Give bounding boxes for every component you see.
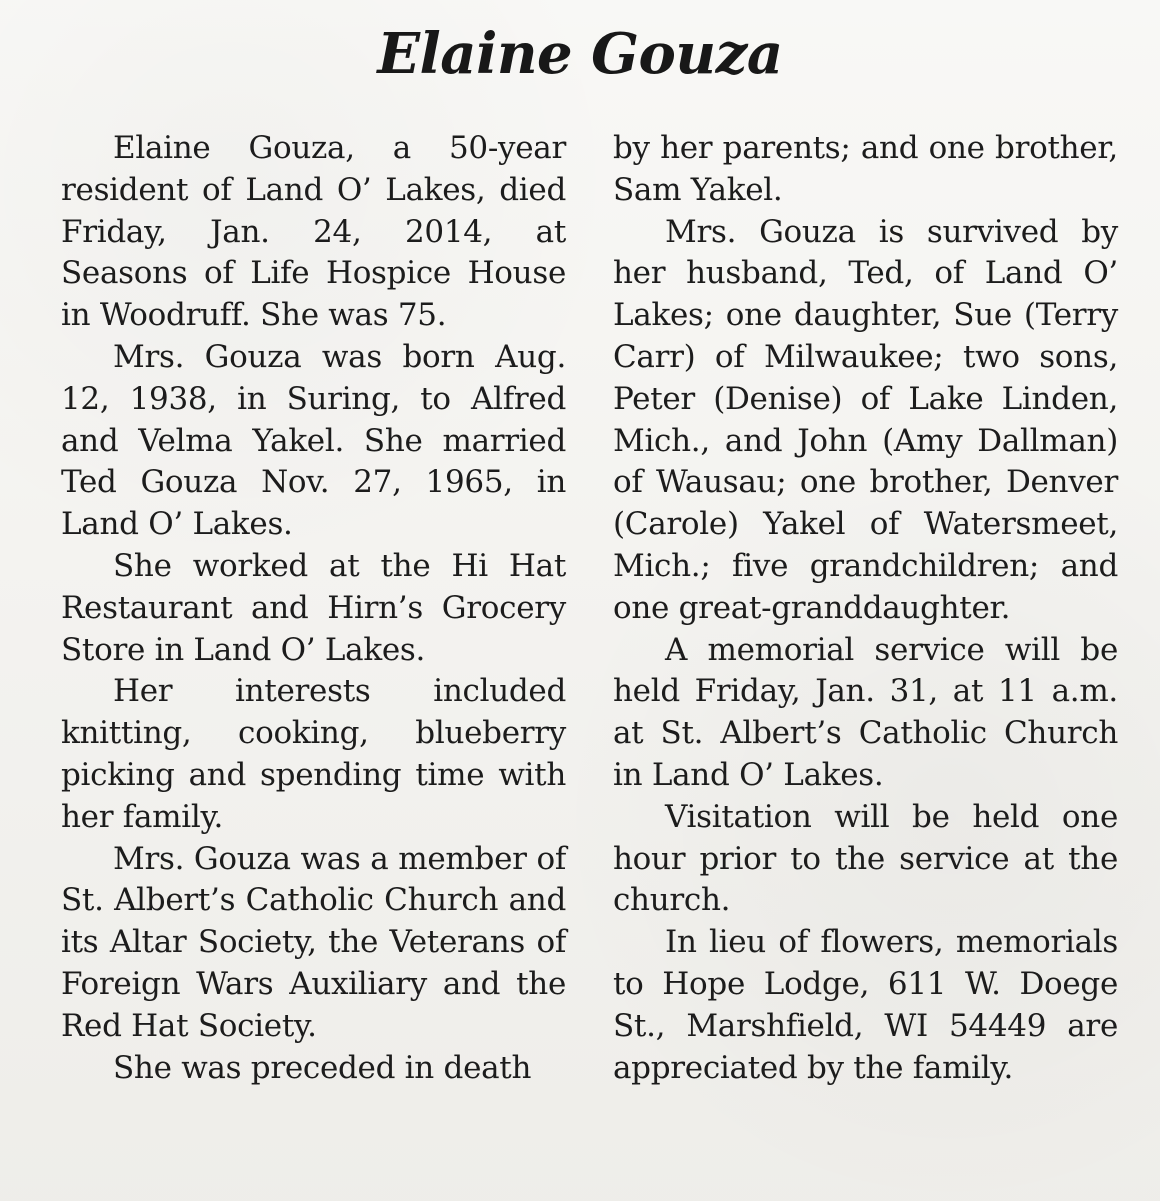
obituary-paragraph-memberships: Mrs. Gouza was a member of St. Albert’s Catholic Church and its Altar Society, the Veterans of Foreign Wars Auxiliary and the Red Hat Society. bbox=[61, 840, 566, 1044]
obituary-paragraph-interests: Her interests included knitting, cooking, blueberry picking and spending time with her family. bbox=[61, 673, 566, 835]
left-column bbox=[61, 128, 566, 1089]
obituary-paragraph-residence: Elaine Gouza, a 50-year resident of Land O’ Lakes, died Friday, Jan. 24, 2014, at Seasons of Life Hospice House in Woodruff. She was 75. bbox=[61, 130, 566, 334]
obituary-paragraph-preceded-continued: by her parents; and one brother, Sam Yakel. bbox=[613, 130, 1118, 208]
obituary-title: Elaine Gouza bbox=[377, 21, 783, 87]
obituary-paragraph-service: A memorial service will be held Friday, Jan. 31, at 11 a.m. at St. Albert’s Catholic Church in Land O’ Lakes. bbox=[613, 631, 1118, 793]
obituary-paragraph-memorials: In lieu of flowers, memorials to Hope Lodge, 611 W. Doege St., Marshfield, WI 54449 are appreciated by the family. bbox=[613, 924, 1118, 1086]
obituary-paragraph-preceded: She was preceded in death bbox=[113, 1049, 532, 1086]
obituary-paragraph-visitation: Visitation will be held one hour prior to the service at the church. bbox=[613, 798, 1118, 919]
right-column bbox=[613, 128, 1118, 1089]
obituary-paragraph-birth: Mrs. Gouza was born Aug. 12, 1938, in Suring, to Alfred and Velma Yakel. She married Ted Gouza Nov. 27, 1965, in Land O’ Lakes. bbox=[61, 338, 566, 543]
obituary-paragraph-survivors: Mrs. Gouza is survived by her husband, Ted, of Land O’ Lakes; one daughter, Sue (Terry Carr) of Milwaukee; two sons, Peter (Denise) of Lake Linden, Mich., and John (Amy Dallman) of Wausau; one brother, Denver (Carole) Yakel of Watersmeet, Mich.; five grandchildren; and one great-granddaughter. bbox=[613, 213, 1118, 626]
obituary-paragraph-work: She worked at the Hi Hat Restaurant and Hirn’s Grocery Store in Land O’ Lakes. bbox=[61, 547, 566, 668]
